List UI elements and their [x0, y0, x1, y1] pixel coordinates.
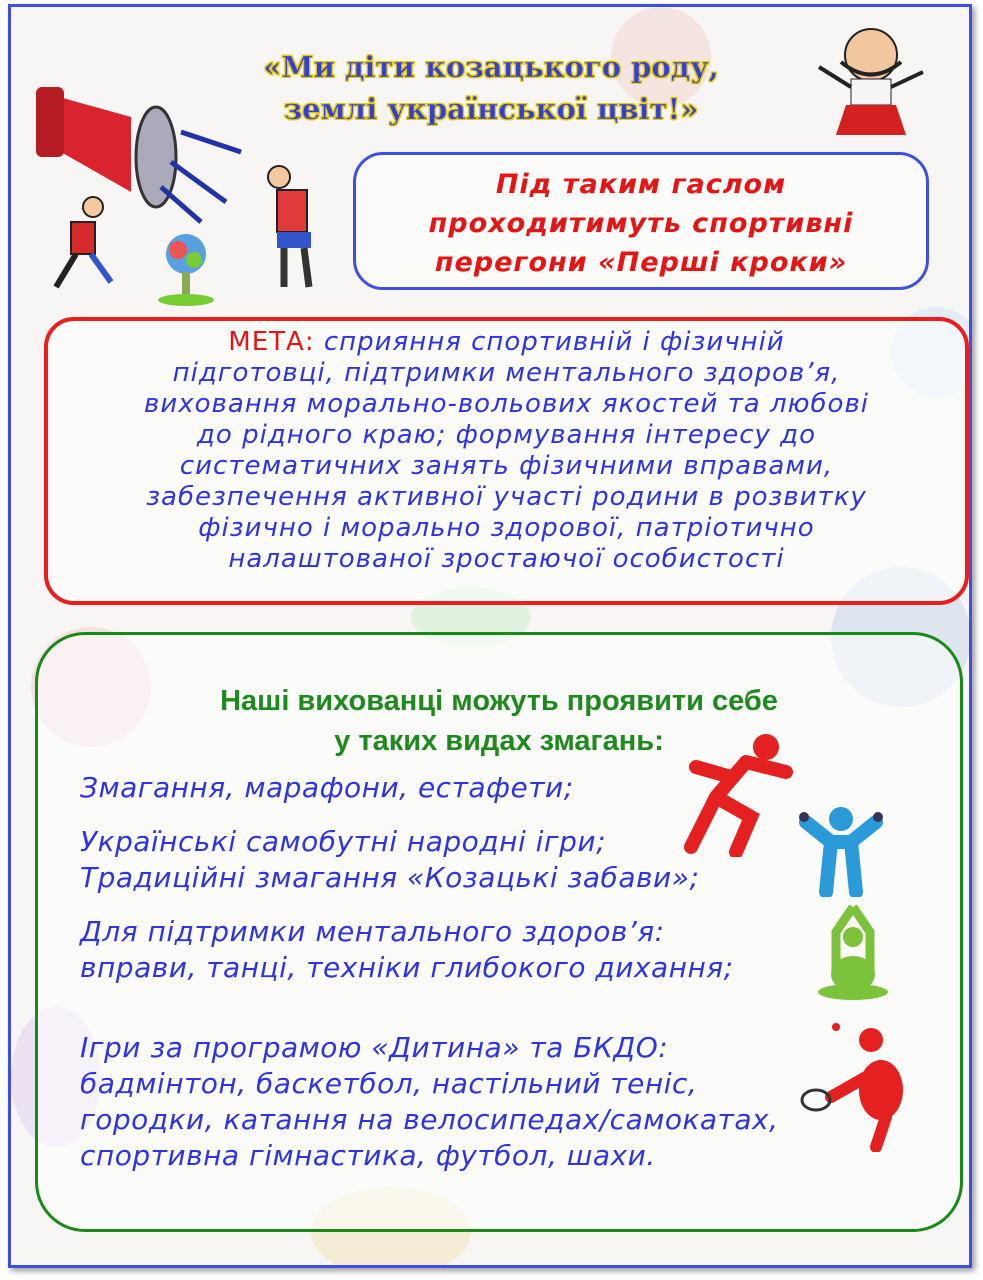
goal-box — [44, 317, 969, 605]
slogan-box — [353, 152, 929, 290]
stretching-figure-icon — [259, 162, 334, 292]
goal-line: сприяння спортивній і фізичній — [323, 327, 785, 357]
goal-line: налаштованої зростаючої особистості — [228, 544, 785, 574]
item-line: спортивна гімнастика, футбол, шахи. — [80, 1139, 656, 1172]
running-figure-icon — [676, 727, 796, 857]
competition-list — [80, 770, 779, 1192]
goal-line: забезпечення активної участі родини в розвитку — [146, 482, 867, 512]
item-line: Ігри за програмою «Дитина» та БКДО: — [80, 1031, 669, 1064]
slogan-line: проходитимуть спортивні — [428, 208, 854, 239]
goal-line: до рідного краю; формування інтересу до — [196, 420, 817, 450]
goal-line: фізично і морально здорової, патріотично — [198, 513, 815, 543]
goal-line: систематичних занять фізичними вправами, — [179, 451, 834, 481]
brain-tree-icon — [156, 232, 216, 307]
slogan-line: перегони «Перші кроки» — [434, 247, 848, 278]
slogan-line: Під таким гаслом — [495, 169, 787, 200]
item-line: вправи, танці, техніки глибокого дихання; — [80, 951, 734, 984]
list-item — [80, 914, 779, 986]
goal-line: підготовці, підтримки ментального здоров’я, — [172, 358, 841, 388]
dumbbell-figure-icon — [796, 797, 886, 897]
tennis-player-icon — [796, 1022, 906, 1152]
item-line: Українські самобутні народні ігри; — [80, 825, 607, 858]
title-line-1: «Ми діти козацького роду, — [263, 50, 719, 84]
item-line: городки, катання на велосипедах/самокатах, — [80, 1103, 779, 1136]
item-line: Змагання, марафони, естафети; — [80, 771, 574, 804]
item-line: бадмінтон, баскетбол, настільний теніс, — [80, 1067, 698, 1100]
goal-label: МЕТА: — [228, 327, 315, 357]
poster — [8, 4, 972, 1268]
item-line: Для підтримки ментального здоров’я: — [80, 915, 665, 948]
heading-line: Наші вихованці можуть проявити себе — [220, 685, 778, 717]
title-line-2: землі української цвіт!» — [283, 92, 699, 126]
competitions-heading — [38, 681, 960, 761]
cossack-icon — [811, 17, 931, 142]
runner-icon — [41, 192, 121, 302]
list-item — [80, 770, 779, 806]
list-item — [80, 1030, 779, 1174]
goal-line: виховання морально-вольових якостей та любові — [144, 389, 869, 419]
yoga-figure-icon — [816, 902, 891, 1002]
item-line: Традиційні змагання «Козацькі забави»; — [80, 861, 700, 894]
list-item — [80, 824, 779, 896]
heading-line: у таких видах змагань: — [334, 725, 664, 757]
